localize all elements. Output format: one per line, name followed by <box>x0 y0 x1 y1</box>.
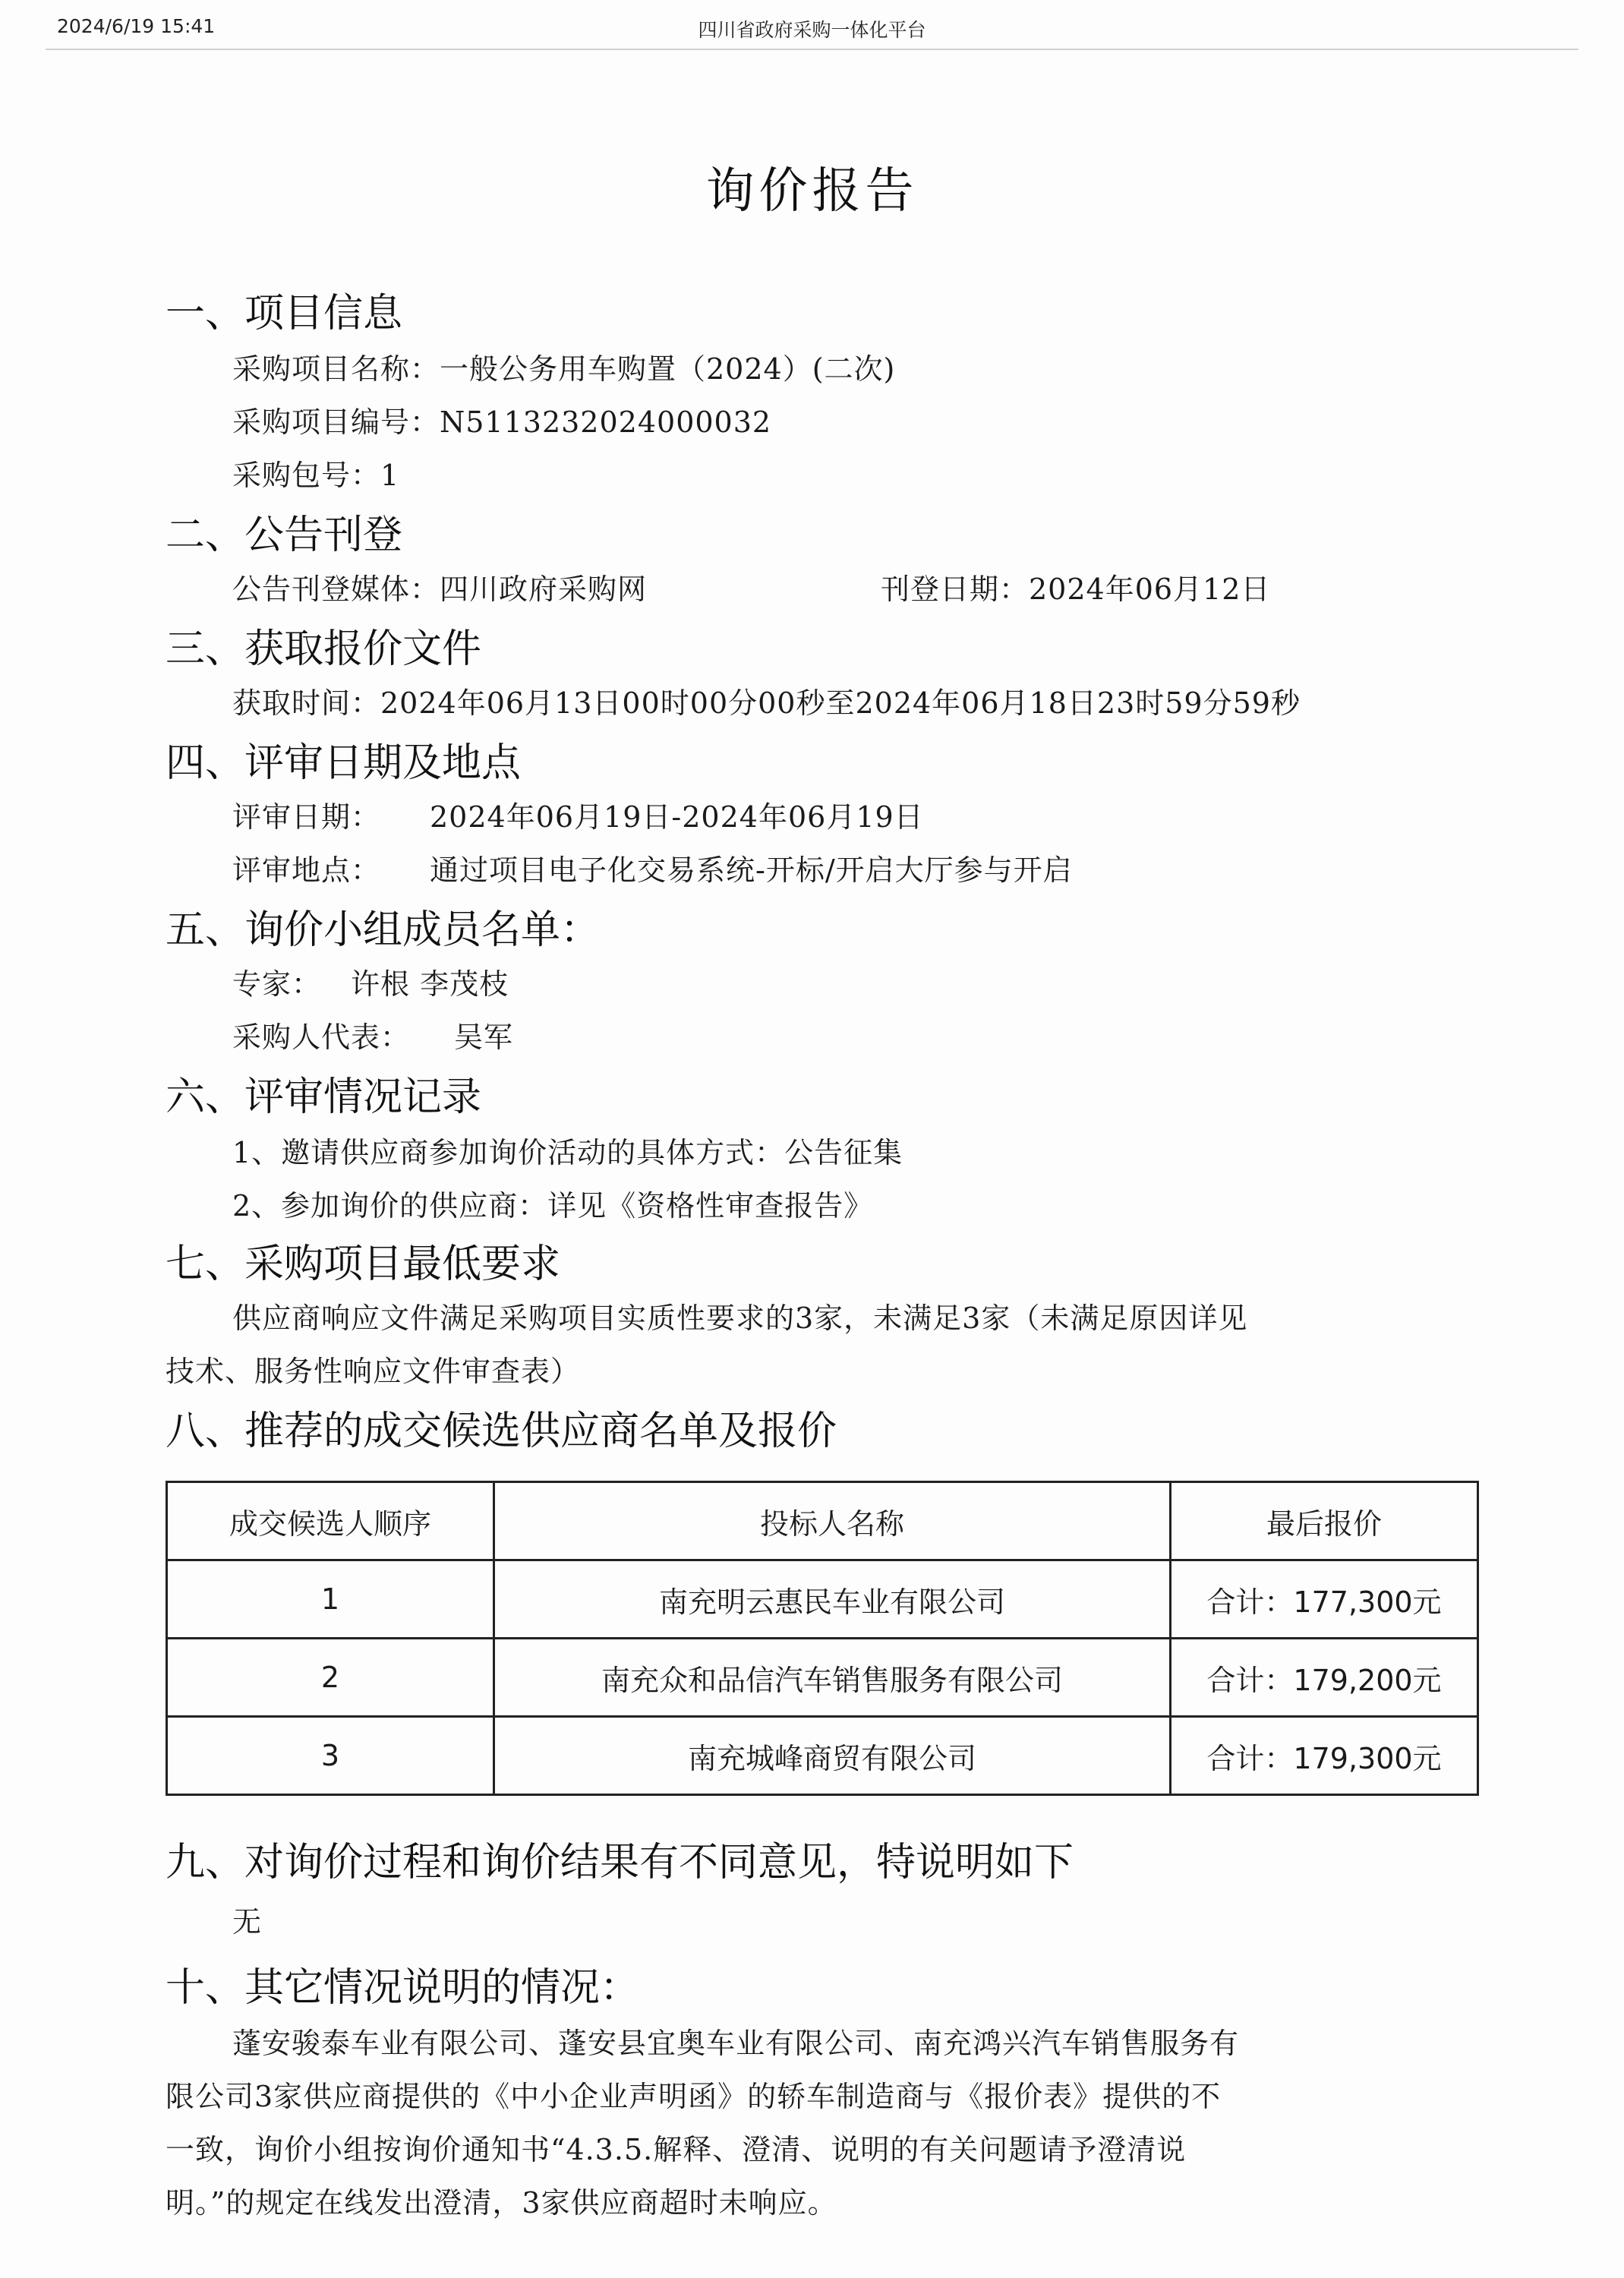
announcement-media: 公告刊登媒体：四川政府采购网 <box>232 573 648 606</box>
row-price: 合计：179,200元 <box>1171 1639 1478 1717</box>
review-place-value: 通过项目电子化交易系统-开标/开启大厅参与开启 <box>430 853 1073 887</box>
section-7-heading: 七、采购项目最低要求 <box>166 1242 561 1287</box>
row-price: 合计：177,300元 <box>1171 1560 1478 1639</box>
row-order: 3 <box>167 1717 494 1795</box>
acquisition-time: 获取时间：2024年06月13日00时00分00秒至2024年06月18日23时59分59秒 <box>232 686 1301 720</box>
project-name: 采购项目名称：一般公务用车购置（2024）(二次) <box>232 352 896 386</box>
section-4-heading: 四、评审日期及地点 <box>166 740 522 786</box>
table-row <box>167 1639 1478 1717</box>
section-2-heading: 二、公告刊登 <box>166 513 403 558</box>
other-info-line-4: 明。”的规定在线发出澄清，3家供应商超时未响应。 <box>166 2186 837 2220</box>
row-bidder-name: 南充城峰商贸有限公司 <box>494 1717 1171 1795</box>
site-name: 四川省政府采购一体化平台 <box>698 19 926 41</box>
column-header-bidder: 投标人名称 <box>494 1482 1171 1560</box>
review-item-2: 2、参加询价的供应商：详见《资格性审查报告》 <box>232 1189 874 1223</box>
requirement-text-line-2: 技术、服务性响应文件审查表） <box>166 1355 581 1388</box>
section-5-heading: 五、询价小组成员名单： <box>166 907 601 953</box>
column-header-order: 成交候选人顺序 <box>167 1482 494 1560</box>
review-item-1: 1、邀请供应商参加询价活动的具体方式：公告征集 <box>232 1136 903 1169</box>
row-bidder-name: 南充众和品信汽车销售服务有限公司 <box>494 1639 1171 1717</box>
row-price: 合计：179,300元 <box>1171 1717 1478 1795</box>
section-3-heading: 三、获取报价文件 <box>166 626 482 672</box>
row-order: 1 <box>167 1560 494 1639</box>
table-header-row <box>167 1482 1478 1560</box>
purchaser-rep-value: 吴军 <box>454 1021 514 1054</box>
section-8-heading: 八、推荐的成交候选供应商名单及报价 <box>166 1409 837 1454</box>
review-date-label: 评审日期： <box>232 800 381 834</box>
row-bidder-name: 南充明云惠民车业有限公司 <box>494 1560 1171 1639</box>
project-number: 采购项目编号：N5113232024000032 <box>232 405 772 439</box>
print-datetime: 2024/6/19 15:41 <box>57 15 216 37</box>
package-number: 采购包号：1 <box>232 459 400 492</box>
section-10-heading: 十、其它情况说明的情况： <box>166 1965 640 2011</box>
purchaser-rep-label: 采购人代表： <box>232 1021 411 1054</box>
section-1-heading: 一、项目信息 <box>166 291 403 336</box>
table-row <box>167 1560 1478 1639</box>
page-title: 询价报告 <box>705 163 919 219</box>
experts-value: 许根 李茂枝 <box>351 967 509 1001</box>
column-header-price: 最后报价 <box>1171 1482 1478 1560</box>
section-6-heading: 六、评审情况记录 <box>166 1074 482 1120</box>
experts-label: 专家： <box>232 967 322 1001</box>
other-info-line-1: 蓬安骏泰车业有限公司、蓬安县宜奥车业有限公司、南充鸿兴汽车销售服务有 <box>232 2027 1240 2060</box>
announcement-date: 刊登日期：2024年06月12日 <box>881 573 1271 606</box>
row-order: 2 <box>167 1639 494 1717</box>
table-row <box>167 1717 1478 1795</box>
other-info-line-2: 限公司3家供应商提供的《中小企业声明函》的轿车制造商与《报价表》提供的不 <box>166 2080 1222 2113</box>
section-9-heading: 九、对询价过程和询价结果有不同意见，特说明如下 <box>166 1840 1074 1885</box>
review-place-label: 评审地点： <box>232 853 381 887</box>
objection-text: 无 <box>232 1905 263 1939</box>
header-divider <box>46 49 1578 50</box>
review-date-value: 2024年06月19日-2024年06月19日 <box>430 800 924 834</box>
requirement-text-line-1: 供应商响应文件满足采购项目实质性要求的3家，未满足3家（未满足原因详见 <box>232 1301 1248 1335</box>
candidate-table <box>166 1481 1479 1796</box>
other-info-line-3: 一致，询价小组按询价通知书“4.3.5.解释、澄清、说明的有关问题请予澄清说 <box>166 2133 1187 2166</box>
